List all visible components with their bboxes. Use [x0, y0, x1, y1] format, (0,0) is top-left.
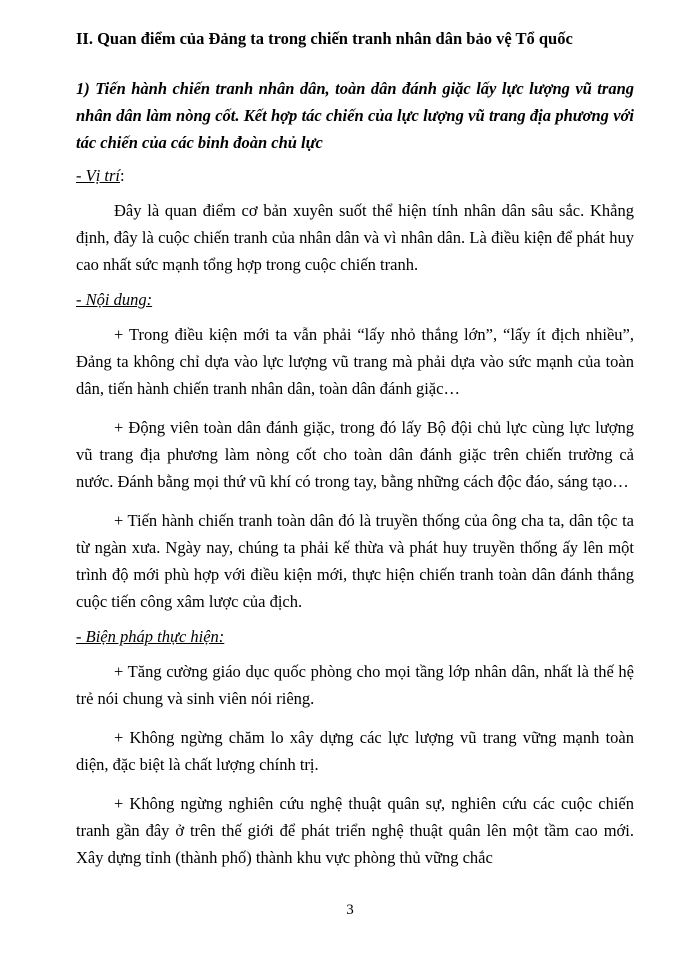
bien-phap-label: - Biện pháp thực hiện: [76, 627, 225, 646]
vi-tri-paragraph: Đây là quan điểm cơ bản xuyên suốt thể hiện tính nhân dân sâu sắc. Khẳng định, đây là cuộc chiến tranh của nhân dân và vì nhân dân. Là điều kiện để phát huy cao nhất sức mạnh tổng hợp trong cuộc chiến tranh. [76, 201, 634, 274]
document-page [76, 26, 634, 871]
noi-dung-item-2: + Động viên toàn dân đánh giặc, trong đó lấy Bộ đội chủ lực cùng lực lượng vũ trang địa phương làm nòng cốt cho toàn dân đánh giặc trên chiến trường cả nước. Đánh bằng mọi thứ vũ khí có trong tay, bằng những cách độc đáo, sáng tạo… [76, 418, 634, 491]
noi-dung-label: - Nội dung: [76, 290, 153, 309]
bien-phap-item-3: + Không ngừng nghiên cứu nghệ thuật quân sự, nghiên cứu các cuộc chiến tranh gần đây ở trên thế giới để phát triển nghệ thuật quân lên một tầm cao mới. Xây dựng tỉnh (thành phố) thành khu vực phòng thủ vững chắc [76, 794, 634, 867]
noi-dung-item-3: + Tiến hành chiến tranh toàn dân đó là truyền thống của ông cha ta, dân tộc ta từ ngàn xưa. Ngày nay, chúng ta phải kế thừa và phát huy truyền thống ấy lên một trình độ mới phù hợp với điều kiện mới, thực hiện chiến tranh toàn dân đánh thắng cuộc tiến công xâm lược của địch. [76, 511, 634, 611]
vi-tri-label [76, 163, 634, 189]
section-title: II. Quan điểm của Đảng ta trong chiến tranh nhân dân bảo vệ Tổ quốc [76, 29, 573, 48]
bien-phap-item-1: + Tăng cường giáo dục quốc phòng cho mọi tầng lớp nhân dân, nhất là thế hệ trẻ nói chung và sinh viên nói riêng. [76, 662, 634, 708]
bien-phap-item-2: + Không ngừng chăm lo xây dựng các lực lượng vũ trang vững mạnh toàn diện, đặc biệt là chất lượng chính trị. [76, 728, 634, 774]
vi-tri-label-colon: : [120, 166, 125, 185]
vi-tri-label-text: - Vị trí [76, 166, 120, 185]
noi-dung-item-1: + Trong điều kiện mới ta vẫn phải “lấy nhỏ thắng lớn”, “lấy ít địch nhiều”, Đảng ta không chỉ dựa vào lực lượng vũ trang mà phải dựa vào sức mạnh của toàn dân, tiến hành chiến tranh nhân dân, toàn dân đánh giặc… [76, 325, 634, 398]
subsection-title: 1) Tiến hành chiến tranh nhân dân, toàn dân đánh giặc lấy lực lượng vũ trang nhân dân làm nòng cốt. Kết hợp tác chiến của lực lượng vũ trang địa phương với tác chiến của các binh đoàn chủ lực [76, 79, 634, 152]
page-number: 3 [346, 902, 354, 918]
